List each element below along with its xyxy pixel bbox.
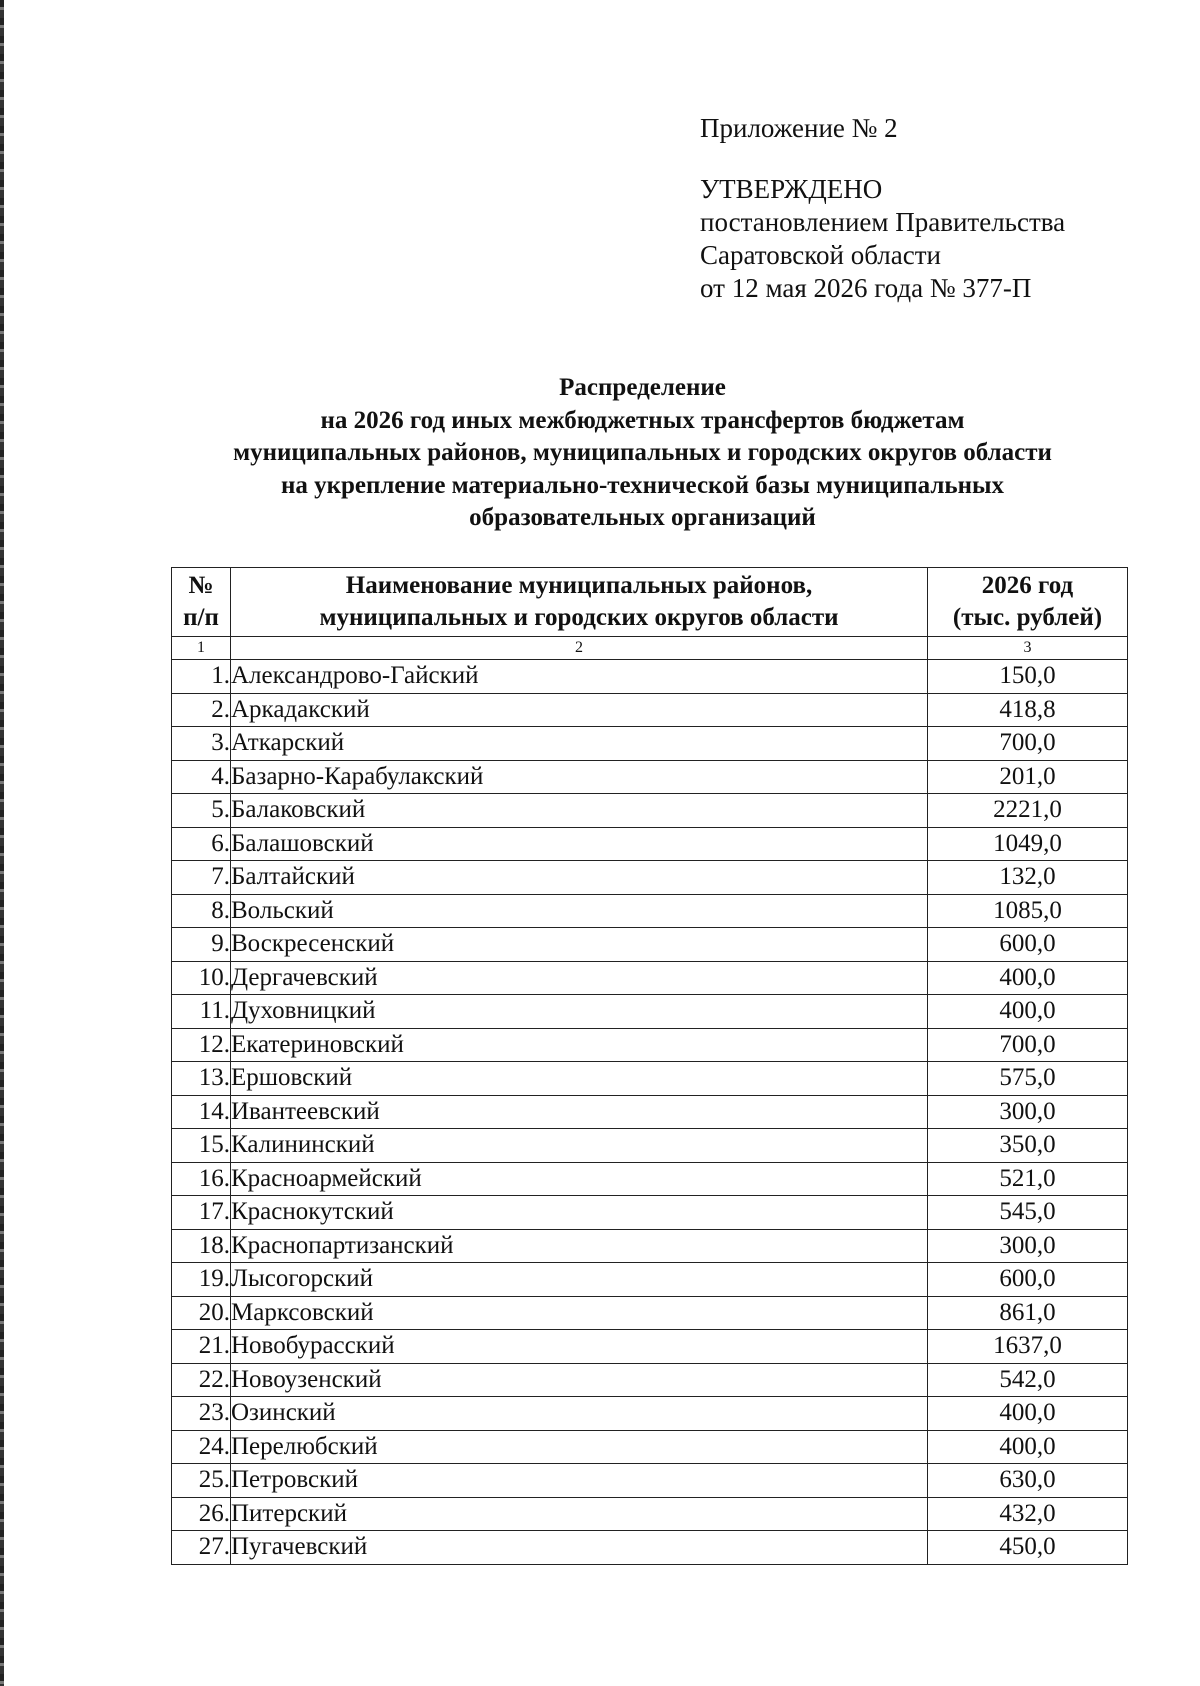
table-row: [172, 1196, 1128, 1230]
amount-value: 575,0: [928, 1062, 1128, 1096]
distribution-table: [171, 567, 1128, 1565]
table-row: [172, 961, 1128, 995]
table-row: [172, 660, 1128, 694]
municipality-name: Аркадакский: [231, 693, 928, 727]
row-number: 7.: [172, 861, 231, 895]
row-number: 1.: [172, 660, 231, 694]
table-row: [172, 1229, 1128, 1263]
table-row: [172, 1464, 1128, 1498]
amount-value: 432,0: [928, 1497, 1128, 1531]
column-number: 2: [231, 637, 928, 660]
approved-by-line: постановлением Правительства: [700, 207, 1066, 237]
table-row: [172, 1531, 1128, 1565]
title-line: муниципальных районов, муниципальных и городских округов области: [233, 439, 1052, 467]
municipality-name: Перелюбский: [231, 1430, 928, 1464]
row-number: 4.: [172, 760, 231, 794]
municipality-name: Питерский: [231, 1497, 928, 1531]
approved-date-line: от 12 мая 2026 года № 377-П: [700, 273, 1032, 303]
table-row: [172, 1296, 1128, 1330]
approved-region-line: Саратовской области: [700, 240, 941, 270]
table-row: [172, 1330, 1128, 1364]
table-row: [172, 928, 1128, 962]
amount-value: 2221,0: [928, 794, 1128, 828]
row-number: 26.: [172, 1497, 231, 1531]
amount-value: 300,0: [928, 1229, 1128, 1263]
municipality-name: Краснокутский: [231, 1196, 928, 1230]
row-number: 3.: [172, 727, 231, 761]
table-row: [172, 1028, 1128, 1062]
row-number: 27.: [172, 1531, 231, 1565]
amount-value: 600,0: [928, 1263, 1128, 1297]
title-line: Распределение: [559, 374, 726, 401]
municipality-name: Красноармейский: [231, 1162, 928, 1196]
municipality-name: Вольский: [231, 894, 928, 928]
row-number: 13.: [172, 1062, 231, 1096]
amount-value: 545,0: [928, 1196, 1128, 1230]
municipality-name: Екатериновский: [231, 1028, 928, 1062]
row-number: 2.: [172, 693, 231, 727]
municipality-name: Калининский: [231, 1129, 928, 1163]
document-title: [160, 372, 1125, 535]
amount-value: 630,0: [928, 1464, 1128, 1498]
row-number: 12.: [172, 1028, 231, 1062]
amount-value: 400,0: [928, 961, 1128, 995]
municipality-name: Балаковский: [231, 794, 928, 828]
table-row: [172, 727, 1128, 761]
row-number: 25.: [172, 1464, 231, 1498]
header-text: №: [188, 572, 214, 599]
table-row: [172, 1430, 1128, 1464]
municipality-name: Новобурасский: [231, 1330, 928, 1364]
municipality-name: Базарно-Карабулакский: [231, 760, 928, 794]
row-number: 8.: [172, 894, 231, 928]
municipality-name: Новоузенский: [231, 1363, 928, 1397]
scan-edge: [0, 0, 4, 1686]
table-row: [172, 794, 1128, 828]
header-text: 2026 год: [981, 572, 1074, 599]
annex-label: Приложение № 2: [700, 113, 898, 143]
row-number: 6.: [172, 827, 231, 861]
amount-value: 418,8: [928, 693, 1128, 727]
amount-value: 542,0: [928, 1363, 1128, 1397]
row-number: 22.: [172, 1363, 231, 1397]
row-number: 15.: [172, 1129, 231, 1163]
row-number: 14.: [172, 1095, 231, 1129]
table-row: [172, 1062, 1128, 1096]
amount-value: 400,0: [928, 1397, 1128, 1431]
amount-value: 450,0: [928, 1531, 1128, 1565]
table-row: [172, 760, 1128, 794]
municipality-name: Воскресенский: [231, 928, 928, 962]
table-row: [172, 995, 1128, 1029]
municipality-name: Марксовский: [231, 1296, 928, 1330]
table-row: [172, 1363, 1128, 1397]
header-text: муниципальных и городских округов области: [319, 604, 839, 631]
municipality-name: Ивантеевский: [231, 1095, 928, 1129]
amount-value: 861,0: [928, 1296, 1128, 1330]
row-number: 16.: [172, 1162, 231, 1196]
row-number: 18.: [172, 1229, 231, 1263]
title-line: на 2026 год иных межбюджетных трансфертов бюджетам: [320, 406, 965, 434]
row-number: 10.: [172, 961, 231, 995]
table-row: [172, 1162, 1128, 1196]
row-number: 17.: [172, 1196, 231, 1230]
header-text: п/п: [183, 604, 219, 631]
table-row: [172, 861, 1128, 895]
header-text: Наименование муниципальных районов,: [345, 572, 813, 599]
amount-value: 1085,0: [928, 894, 1128, 928]
table-row: [172, 1263, 1128, 1297]
amount-value: 400,0: [928, 1430, 1128, 1464]
amount-value: 300,0: [928, 1095, 1128, 1129]
municipality-name: Дергачевский: [231, 961, 928, 995]
header-text: (тыс. рублей): [952, 604, 1103, 631]
row-number: 24.: [172, 1430, 231, 1464]
amount-value: 1049,0: [928, 827, 1128, 861]
header-number: [172, 568, 231, 637]
municipality-name: Аткарский: [231, 727, 928, 761]
municipality-name: Озинский: [231, 1397, 928, 1431]
row-number: 11.: [172, 995, 231, 1029]
header-name: [231, 568, 928, 637]
header-row: [172, 568, 1128, 637]
row-number: 9.: [172, 928, 231, 962]
municipality-name: Краснопартизанский: [231, 1229, 928, 1263]
row-number: 23.: [172, 1397, 231, 1431]
row-number: 20.: [172, 1296, 231, 1330]
amount-value: 1637,0: [928, 1330, 1128, 1364]
table-row: [172, 894, 1128, 928]
row-number: 21.: [172, 1330, 231, 1364]
table-row: [172, 827, 1128, 861]
amount-value: 521,0: [928, 1162, 1128, 1196]
amount-value: 201,0: [928, 760, 1128, 794]
column-number: 3: [928, 637, 1128, 660]
municipality-name: Балтайский: [231, 861, 928, 895]
amount-value: 150,0: [928, 660, 1128, 694]
municipality-name: Лысогорский: [231, 1263, 928, 1297]
approval-block: [700, 112, 1065, 305]
amount-value: 600,0: [928, 928, 1128, 962]
amount-value: 132,0: [928, 861, 1128, 895]
municipality-name: Духовницкий: [231, 995, 928, 1029]
municipality-name: Ершовский: [231, 1062, 928, 1096]
table-row: [172, 693, 1128, 727]
title-line: на укрепление материально-технической базы муниципальных: [280, 471, 1005, 499]
row-number: 19.: [172, 1263, 231, 1297]
municipality-name: Пугачевский: [231, 1531, 928, 1565]
municipality-name: Александрово-Гайский: [231, 660, 928, 694]
amount-value: 400,0: [928, 995, 1128, 1029]
municipality-name: Балашовский: [231, 827, 928, 861]
table-row: [172, 1095, 1128, 1129]
amount-value: 700,0: [928, 1028, 1128, 1062]
title-line: образовательных организаций: [469, 504, 816, 532]
approved-label: УТВЕРЖДЕНО: [700, 174, 883, 204]
column-number-row: [172, 637, 1128, 660]
amount-value: 350,0: [928, 1129, 1128, 1163]
table-row: [172, 1129, 1128, 1163]
table-row: [172, 1497, 1128, 1531]
table-row: [172, 1397, 1128, 1431]
municipality-name: Петровский: [231, 1464, 928, 1498]
header-amount: [928, 568, 1128, 637]
column-number: 1: [172, 637, 231, 660]
row-number: 5.: [172, 794, 231, 828]
table-body: [172, 637, 1128, 1565]
amount-value: 700,0: [928, 727, 1128, 761]
